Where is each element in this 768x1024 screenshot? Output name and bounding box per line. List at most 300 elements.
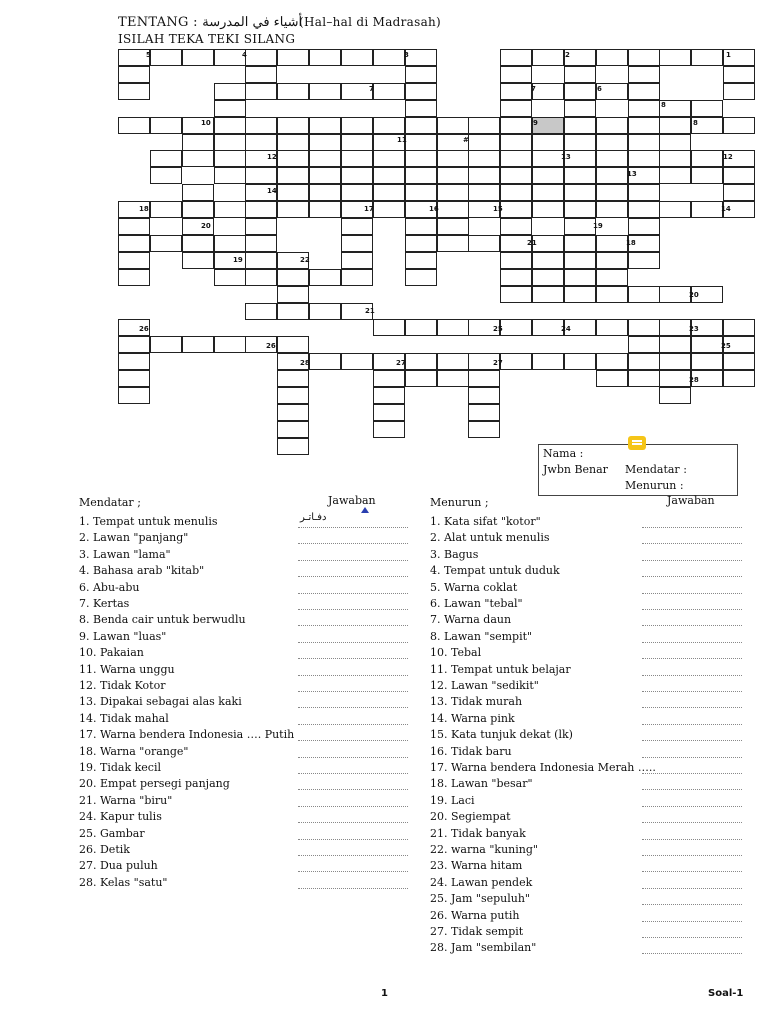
crossword-cell[interactable]	[500, 218, 532, 235]
crossword-cell[interactable]	[659, 201, 691, 218]
crossword-cell[interactable]	[277, 83, 309, 100]
crossword-cell[interactable]	[691, 353, 723, 370]
crossword-cell[interactable]	[373, 387, 405, 404]
crossword-cell[interactable]	[182, 134, 214, 151]
crossword-cell[interactable]	[214, 117, 246, 134]
crossword-cell[interactable]	[500, 353, 532, 370]
crossword-cell[interactable]	[596, 150, 628, 167]
crossword-cell[interactable]	[373, 319, 405, 336]
crossword-cell[interactable]	[500, 184, 532, 201]
crossword-cell[interactable]	[532, 150, 564, 167]
crossword-cell[interactable]	[723, 319, 755, 336]
clue-number: 3	[404, 51, 409, 59]
crossword-cell[interactable]	[150, 167, 182, 184]
menurun-answer-line[interactable]	[642, 566, 742, 577]
crossword-cell[interactable]	[405, 252, 437, 269]
crossword-cell[interactable]	[150, 49, 182, 66]
crossword-cell[interactable]	[277, 269, 309, 286]
crossword-cell[interactable]	[532, 184, 564, 201]
crossword-cell[interactable]	[309, 150, 341, 167]
crossword-cell[interactable]	[691, 201, 723, 218]
crossword-cell[interactable]	[564, 167, 596, 184]
crossword-cell[interactable]	[118, 83, 150, 100]
crossword-cell[interactable]	[277, 201, 309, 218]
mendatar-clue: 6. Abu-abu	[79, 580, 140, 594]
menurun-answer-line[interactable]	[642, 730, 742, 741]
crossword-cell[interactable]	[309, 167, 341, 184]
crossword-cell[interactable]	[277, 286, 309, 303]
crossword-cell[interactable]	[373, 49, 405, 66]
menurun-answer-line[interactable]	[642, 632, 742, 643]
crossword-cell[interactable]	[245, 252, 277, 269]
crossword-cell[interactable]	[564, 117, 596, 134]
clue-number: 27	[396, 359, 406, 367]
crossword-cell[interactable]	[373, 404, 405, 421]
crossword-cell[interactable]	[118, 370, 150, 387]
mendatar-answer-line[interactable]	[298, 829, 408, 840]
menurun-clue: 3. Bagus	[430, 547, 479, 561]
crossword-cell[interactable]	[596, 184, 628, 201]
crossword-cell[interactable]	[150, 201, 182, 218]
crossword-cell[interactable]	[564, 134, 596, 151]
crossword-cell[interactable]	[659, 370, 691, 387]
crossword-cell[interactable]	[245, 66, 277, 83]
mendatar-answer-line[interactable]	[298, 681, 408, 692]
crossword-cell[interactable]	[214, 269, 246, 286]
crossword-cell[interactable]	[532, 49, 564, 66]
crossword-cell[interactable]	[500, 201, 532, 218]
crossword-cell[interactable]	[277, 404, 309, 421]
crossword-cell[interactable]	[277, 167, 309, 184]
crossword-cell[interactable]	[659, 167, 691, 184]
crossword-cell[interactable]	[309, 49, 341, 66]
crossword-cell[interactable]	[691, 100, 723, 117]
crossword-cell[interactable]	[277, 336, 309, 353]
crossword-cell[interactable]	[245, 83, 277, 100]
crossword-cell[interactable]	[596, 49, 628, 66]
crossword-cell[interactable]	[628, 49, 660, 66]
mendatar-answer-line[interactable]	[298, 566, 408, 577]
mendatar-answer-line[interactable]	[298, 550, 408, 561]
crossword-cell[interactable]	[468, 167, 500, 184]
crossword-cell[interactable]	[373, 201, 405, 218]
crossword-cell[interactable]	[373, 150, 405, 167]
menurun-answer-line[interactable]	[642, 861, 742, 872]
mendatar-answer-line[interactable]	[298, 796, 408, 807]
crossword-cell[interactable]	[564, 184, 596, 201]
crossword-cell[interactable]	[214, 167, 246, 184]
crossword-cell[interactable]	[405, 150, 437, 167]
crossword-cell[interactable]	[628, 370, 660, 387]
crossword-cell[interactable]	[437, 353, 469, 370]
menurun-answer-line[interactable]	[642, 894, 742, 905]
crossword-cell[interactable]	[628, 134, 660, 151]
crossword-cell[interactable]	[373, 83, 405, 100]
crossword-cell[interactable]	[564, 218, 596, 235]
mendatar-answer-line[interactable]	[298, 648, 408, 659]
crossword-cell[interactable]	[596, 235, 628, 252]
mendatar-answer-line[interactable]	[298, 812, 408, 823]
crossword-cell[interactable]	[373, 167, 405, 184]
crossword-cell[interactable]	[500, 286, 532, 303]
menurun-answer-line[interactable]	[642, 714, 742, 725]
crossword-cell[interactable]	[500, 83, 532, 100]
crossword-cell[interactable]	[628, 83, 660, 100]
crossword-cell[interactable]	[245, 235, 277, 252]
menurun-answer-line[interactable]	[642, 697, 742, 708]
mendatar-answer-line[interactable]	[298, 697, 408, 708]
crossword-cell[interactable]	[341, 49, 373, 66]
crossword-cell[interactable]	[373, 421, 405, 438]
crossword-cell[interactable]	[214, 150, 246, 167]
crossword-cell[interactable]	[150, 117, 182, 134]
menurun-answer-line[interactable]	[642, 911, 742, 922]
crossword-cell[interactable]	[500, 49, 532, 66]
clue-number: 12	[723, 153, 733, 161]
crossword-cell[interactable]	[596, 286, 628, 303]
crossword-cell[interactable]	[341, 150, 373, 167]
crossword-cell[interactable]	[659, 286, 691, 303]
crossword-cell[interactable]	[532, 201, 564, 218]
crossword-cell[interactable]	[723, 353, 755, 370]
crossword-cell[interactable]	[214, 235, 246, 252]
crossword-cell[interactable]	[277, 370, 309, 387]
crossword-cell[interactable]	[659, 353, 691, 370]
crossword-cell[interactable]	[277, 303, 309, 320]
crossword-cell[interactable]	[500, 117, 532, 134]
menurun-answer-line[interactable]	[642, 599, 742, 610]
menurun-answer-line[interactable]	[642, 583, 742, 594]
crossword-cell[interactable]	[596, 201, 628, 218]
crossword-cell[interactable]	[309, 184, 341, 201]
crossword-cell[interactable]	[468, 150, 500, 167]
crossword-cell[interactable]	[628, 117, 660, 134]
crossword-cell[interactable]	[596, 353, 628, 370]
menurun-heading: Menurun ;	[430, 496, 489, 509]
crossword-cell[interactable]	[437, 167, 469, 184]
mendatar-answer-line[interactable]	[298, 665, 408, 676]
menurun-answer-line[interactable]	[642, 763, 742, 774]
crossword-cell[interactable]	[182, 201, 214, 218]
crossword-cell[interactable]	[309, 117, 341, 134]
crossword-cell[interactable]	[150, 150, 182, 167]
crossword-cell[interactable]	[500, 66, 532, 83]
mendatar-answer-line[interactable]	[298, 517, 408, 528]
mendatar-answer-line[interactable]	[298, 615, 408, 626]
crossword-cell[interactable]	[500, 100, 532, 117]
crossword-cell[interactable]	[532, 319, 564, 336]
crossword-cell[interactable]	[341, 117, 373, 134]
crossword-cell[interactable]	[277, 184, 309, 201]
menurun-answer-line[interactable]	[642, 533, 742, 544]
crossword-cell[interactable]	[214, 336, 246, 353]
crossword-cell[interactable]	[628, 150, 660, 167]
crossword-cell[interactable]	[628, 218, 660, 235]
crossword-cell[interactable]	[628, 286, 660, 303]
menurun-clue: 24. Lawan pendek	[430, 875, 533, 889]
crossword-cell[interactable]	[405, 184, 437, 201]
crossword-cell[interactable]	[182, 49, 214, 66]
crossword-cell[interactable]	[341, 167, 373, 184]
crossword-cell[interactable]	[309, 201, 341, 218]
crossword-cell[interactable]	[150, 336, 182, 353]
crossword-cell[interactable]	[405, 167, 437, 184]
crossword-cell[interactable]	[118, 269, 150, 286]
crossword-cell[interactable]	[341, 184, 373, 201]
crossword-cell[interactable]	[373, 370, 405, 387]
crossword-cell[interactable]	[277, 49, 309, 66]
crossword-cell[interactable]	[341, 252, 373, 269]
menurun-score-label: Menurun :	[625, 479, 684, 492]
crossword-cell[interactable]	[437, 319, 469, 336]
crossword-cell[interactable]	[245, 269, 277, 286]
crossword-cell[interactable]	[468, 117, 500, 134]
menurun-answer-line[interactable]	[642, 665, 742, 676]
crossword-cell[interactable]	[468, 387, 500, 404]
mendatar-answer-line[interactable]	[298, 599, 408, 610]
crossword-cell[interactable]	[723, 117, 755, 134]
crossword-cell[interactable]	[437, 201, 469, 218]
crossword-cell[interactable]	[405, 100, 437, 117]
crossword-cell[interactable]	[468, 421, 500, 438]
crossword-cell[interactable]	[405, 353, 437, 370]
crossword-cell[interactable]	[182, 150, 214, 167]
crossword-cell[interactable]	[723, 66, 755, 83]
crossword-cell[interactable]	[373, 184, 405, 201]
clue-number: 24	[561, 325, 571, 333]
crossword-cell[interactable]	[691, 49, 723, 66]
crossword-cell[interactable]	[341, 235, 373, 252]
crossword-cell[interactable]	[468, 184, 500, 201]
crossword-cell[interactable]	[596, 319, 628, 336]
mendatar-answer-line[interactable]	[298, 583, 408, 594]
crossword-cell[interactable]	[532, 134, 564, 151]
crossword-cell[interactable]	[341, 269, 373, 286]
crossword-cell[interactable]	[564, 235, 596, 252]
menurun-answer-line[interactable]	[642, 779, 742, 790]
crossword-cell[interactable]	[437, 117, 469, 134]
crossword-cell[interactable]	[500, 252, 532, 269]
crossword-cell[interactable]	[405, 134, 437, 151]
crossword-cell[interactable]	[500, 150, 532, 167]
crossword-cell[interactable]	[405, 218, 437, 235]
crossword-cell[interactable]	[468, 370, 500, 387]
crossword-cell[interactable]	[468, 404, 500, 421]
crossword-cell[interactable]	[659, 336, 691, 353]
crossword-cell[interactable]	[405, 66, 437, 83]
crossword-cell[interactable]	[437, 370, 469, 387]
crossword-cell[interactable]	[245, 303, 277, 320]
crossword-cell[interactable]	[405, 370, 437, 387]
crossword-cell[interactable]	[628, 336, 660, 353]
crossword-cell[interactable]	[723, 370, 755, 387]
crossword-cell[interactable]	[182, 336, 214, 353]
crossword-cell[interactable]	[118, 387, 150, 404]
crossword-cell[interactable]	[659, 387, 691, 404]
mendatar-answer-line[interactable]	[298, 747, 408, 758]
crossword-cell[interactable]	[659, 134, 691, 151]
mendatar-answer-line[interactable]	[298, 533, 408, 544]
crossword-cell[interactable]	[532, 83, 564, 100]
crossword-cell[interactable]	[118, 218, 150, 235]
crossword-cell[interactable]	[596, 252, 628, 269]
crossword-cell[interactable]	[245, 117, 277, 134]
crossword-cell[interactable]	[277, 438, 309, 455]
crossword-cell[interactable]	[532, 167, 564, 184]
crossword-cell[interactable]	[245, 167, 277, 184]
crossword-cell[interactable]	[659, 319, 691, 336]
crossword-cell[interactable]	[405, 83, 437, 100]
crossword-cell[interactable]	[405, 117, 437, 134]
crossword-cell[interactable]	[182, 235, 214, 252]
crossword-cell[interactable]	[118, 336, 150, 353]
crossword-cell[interactable]	[691, 150, 723, 167]
crossword-cell[interactable]	[150, 235, 182, 252]
crossword-cell[interactable]	[532, 252, 564, 269]
mendatar-answer-line[interactable]	[298, 779, 408, 790]
menurun-answer-line[interactable]	[642, 927, 742, 938]
crossword-cell[interactable]	[564, 83, 596, 100]
crossword-cell[interactable]	[182, 252, 214, 269]
crossword-cell[interactable]	[564, 66, 596, 83]
menurun-answer-line[interactable]	[642, 681, 742, 692]
mendatar-answer-line[interactable]	[298, 632, 408, 643]
crossword-cell[interactable]	[628, 319, 660, 336]
crossword-cell[interactable]	[214, 83, 246, 100]
menurun-clue: 20. Segiempat	[430, 810, 511, 824]
crossword-cell[interactable]	[564, 100, 596, 117]
crossword-cell[interactable]	[500, 167, 532, 184]
mendatar-clue: 18. Warna "orange"	[79, 744, 189, 758]
crossword-cell[interactable]	[245, 218, 277, 235]
crossword-cell[interactable]	[277, 117, 309, 134]
crossword-cell[interactable]	[596, 269, 628, 286]
crossword-cell[interactable]	[532, 286, 564, 303]
crossword-cell[interactable]	[118, 235, 150, 252]
crossword-cell[interactable]	[309, 269, 341, 286]
crossword-cell[interactable]	[214, 49, 246, 66]
crossword-cell[interactable]	[118, 117, 150, 134]
crossword-cell[interactable]	[691, 167, 723, 184]
crossword-cell[interactable]	[564, 286, 596, 303]
crossword-cell[interactable]	[341, 134, 373, 151]
crossword-cell[interactable]	[405, 49, 437, 66]
clue-number: 8	[661, 101, 666, 109]
menurun-answer-line[interactable]	[642, 648, 742, 659]
crossword-cell[interactable]	[437, 184, 469, 201]
crossword-cell[interactable]	[245, 134, 277, 151]
mendatar-answer-line[interactable]	[298, 878, 408, 889]
crossword-cell[interactable]	[373, 117, 405, 134]
crossword-cell[interactable]	[564, 201, 596, 218]
crossword-cell[interactable]	[277, 421, 309, 438]
crossword-cell[interactable]	[500, 319, 532, 336]
crossword-cell[interactable]	[437, 235, 469, 252]
menurun-answer-line[interactable]	[642, 747, 742, 758]
crossword-cell[interactable]	[500, 134, 532, 151]
crossword-cell[interactable]	[118, 252, 150, 269]
menurun-answer-line[interactable]	[642, 517, 742, 528]
crossword-cell[interactable]	[723, 184, 755, 201]
crossword-cell[interactable]	[437, 218, 469, 235]
crossword-cell[interactable]	[628, 201, 660, 218]
crossword-cell[interactable]	[564, 353, 596, 370]
crossword-cell[interactable]	[564, 252, 596, 269]
crossword-cell[interactable]	[309, 83, 341, 100]
crossword-cell[interactable]	[500, 269, 532, 286]
crossword-cell[interactable]	[309, 353, 341, 370]
crossword-cell[interactable]	[723, 167, 755, 184]
crossword-cell[interactable]	[405, 269, 437, 286]
menurun-answer-line[interactable]	[642, 615, 742, 626]
crossword-cell[interactable]	[723, 83, 755, 100]
crossword-cell[interactable]	[182, 184, 214, 201]
puzzle-instruction: ISILAH TEKA TEKI SILANG	[118, 32, 296, 46]
crossword-cell[interactable]	[659, 117, 691, 134]
mendatar-answer-line[interactable]	[298, 730, 408, 741]
crossword-cell[interactable]	[214, 100, 246, 117]
crossword-cell[interactable]	[659, 150, 691, 167]
crossword-cell[interactable]	[245, 201, 277, 218]
menurun-clue: 17. Warna bendera Indonesia Merah …..	[430, 761, 656, 774]
menurun-answer-line[interactable]	[642, 796, 742, 807]
crossword-cell[interactable]	[118, 66, 150, 83]
crossword-cell[interactable]	[309, 134, 341, 151]
crossword-cell[interactable]	[564, 269, 596, 286]
crossword-cell[interactable]	[628, 353, 660, 370]
crossword-cell[interactable]	[405, 235, 437, 252]
crossword-cell[interactable]	[437, 150, 469, 167]
menurun-answer-line[interactable]	[642, 829, 742, 840]
crossword-cell[interactable]	[596, 117, 628, 134]
clue-number: 19	[593, 222, 603, 230]
crossword-cell[interactable]	[277, 387, 309, 404]
crossword-cell[interactable]	[309, 303, 341, 320]
mendatar-answer-line[interactable]	[298, 714, 408, 725]
mendatar-answer-line[interactable]	[298, 763, 408, 774]
crossword-cell[interactable]	[214, 201, 246, 218]
crossword-cell[interactable]	[405, 319, 437, 336]
crossword-cell[interactable]	[468, 134, 500, 151]
crossword-cell[interactable]	[659, 49, 691, 66]
crossword-cell[interactable]	[341, 218, 373, 235]
mendatar-answer-line[interactable]	[298, 845, 408, 856]
crossword-cell[interactable]	[277, 134, 309, 151]
menurun-answer-line[interactable]	[642, 943, 742, 954]
crossword-cell[interactable]	[214, 134, 246, 151]
crossword-cell[interactable]	[468, 235, 500, 252]
crossword-cell[interactable]	[532, 353, 564, 370]
menurun-answer-line[interactable]	[642, 845, 742, 856]
menurun-answer-line[interactable]	[642, 878, 742, 889]
crossword-cell[interactable]	[245, 49, 277, 66]
crossword-cell[interactable]	[118, 353, 150, 370]
crossword-cell[interactable]	[628, 252, 660, 269]
crossword-cell[interactable]	[596, 370, 628, 387]
menurun-answer-line[interactable]	[642, 550, 742, 561]
crossword-cell[interactable]	[341, 353, 373, 370]
crossword-cell[interactable]	[277, 150, 309, 167]
crossword-cell[interactable]	[628, 100, 660, 117]
crossword-cell[interactable]	[628, 184, 660, 201]
crossword-cell[interactable]	[596, 134, 628, 151]
crossword-cell[interactable]	[691, 336, 723, 353]
menurun-answer-line[interactable]	[642, 812, 742, 823]
crossword-cell[interactable]	[532, 269, 564, 286]
crossword-cell[interactable]	[628, 66, 660, 83]
mendatar-answer-line[interactable]	[298, 861, 408, 872]
crossword-cell[interactable]	[596, 167, 628, 184]
